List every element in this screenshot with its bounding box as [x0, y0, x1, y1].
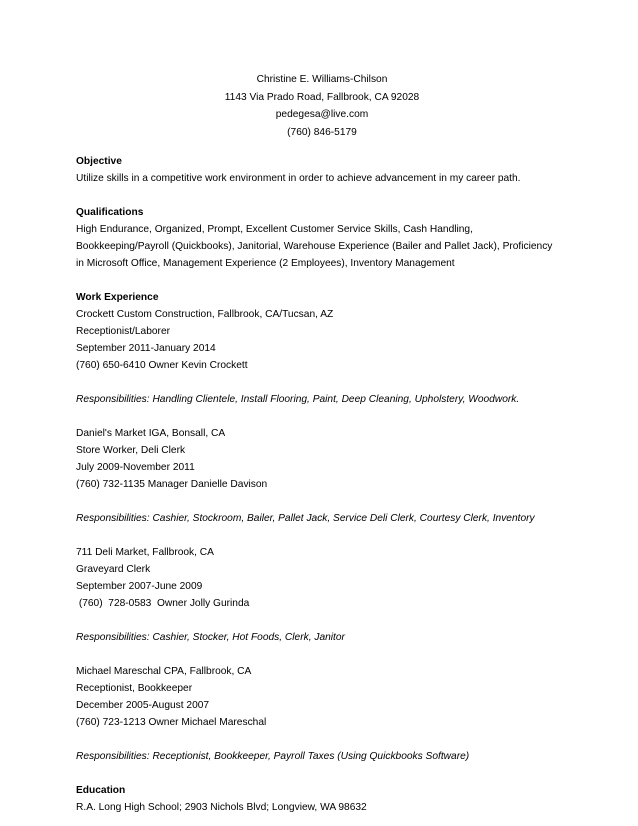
applicant-email: pedegesa@live.com — [275, 109, 369, 120]
education-heading: Education — [76, 785, 126, 796]
applicant-phone: (760) 846-5179 — [287, 126, 357, 138]
applicant-name: Christine E. Williams-Chilson — [256, 74, 388, 85]
job-responsibilities: Responsibilities: Cashier, Stocker, Hot Foods, Clerk, Janitor — [76, 632, 345, 643]
job-responsibilities: Responsibilities: Cashier, Stockroom, Bailer, Pallet Jack, Service Deli Clerk, Courtesy Clerk, Inventory — [76, 513, 535, 524]
education-text: R.A. Long High School; 2903 Nichols Blvd; Longview, WA 98632 — [76, 802, 367, 813]
objective-section — [76, 153, 598, 187]
job-contact: (760) 723-1213 Owner Michael Mareschal — [76, 717, 267, 728]
qualifications-line: in Microsoft Office, Management Experience (2 Employees), Inventory Management — [76, 258, 455, 269]
work-experience-heading: Work Experience — [76, 292, 159, 303]
resume-header — [79, 71, 565, 141]
job-position: Store Worker, Deli Clerk — [76, 445, 186, 456]
job-dates: September 2007-June 2009 — [76, 581, 203, 592]
job-position: Receptionist/Laborer — [76, 326, 171, 337]
job-employer: Michael Mareschal CPA, Fallbrook, CA — [76, 666, 252, 677]
job-employer: Daniel's Market IGA, Bonsall, CA — [76, 428, 226, 439]
job-dates: September 2011-January 2014 — [76, 343, 216, 354]
job-position: Receptionist, Bookkeeper — [76, 683, 193, 694]
qualifications-line: High Endurance, Organized, Prompt, Excellent Customer Service Skills, Cash Handling, — [76, 224, 473, 235]
job-contact: (760) 728-0583 Owner Jolly Gurinda — [76, 598, 250, 609]
work-experience-section — [76, 289, 598, 765]
job-responsibilities: Responsibilities: Receptionist, Bookkeeper, Payroll Taxes (Using Quickbooks Software) — [76, 751, 470, 762]
job-entry — [76, 425, 598, 527]
job-entry — [76, 544, 598, 646]
job-dates: July 2009-November 2011 — [76, 462, 195, 473]
job-dates: December 2005-August 2007 — [76, 700, 210, 711]
objective-heading: Objective — [76, 156, 122, 167]
job-employer: 711 Deli Market, Fallbrook, CA — [76, 547, 214, 558]
job-entry — [76, 306, 598, 408]
qualifications-section — [76, 204, 598, 272]
qualifications-heading: Qualifications — [76, 207, 144, 218]
job-position: Graveyard Clerk — [76, 564, 151, 575]
qualifications-line: Bookkeeping/Payroll (Quickbooks), Janitorial, Warehouse Experience (Bailer and Pallet Jack), Proficiency — [76, 241, 553, 252]
job-responsibilities: Responsibilities: Handling Clientele, Install Flooring, Paint, Deep Cleaning, Upholstery, Woodwork. — [76, 394, 520, 405]
applicant-address: 1143 Via Prado Road, Fallbrook, CA 92028 — [224, 91, 420, 103]
objective-text: Utilize skills in a competitive work environment in order to achieve advancement in my career path. — [76, 173, 521, 184]
job-employer: Crockett Custom Construction, Fallbrook, CA/Tucsan, AZ — [76, 309, 334, 320]
job-contact: (760) 650-6410 Owner Kevin Crockett — [76, 360, 248, 371]
job-entry — [76, 663, 598, 765]
job-contact: (760) 732-1135 Manager Danielle Davison — [76, 479, 268, 490]
education-section — [76, 782, 598, 816]
